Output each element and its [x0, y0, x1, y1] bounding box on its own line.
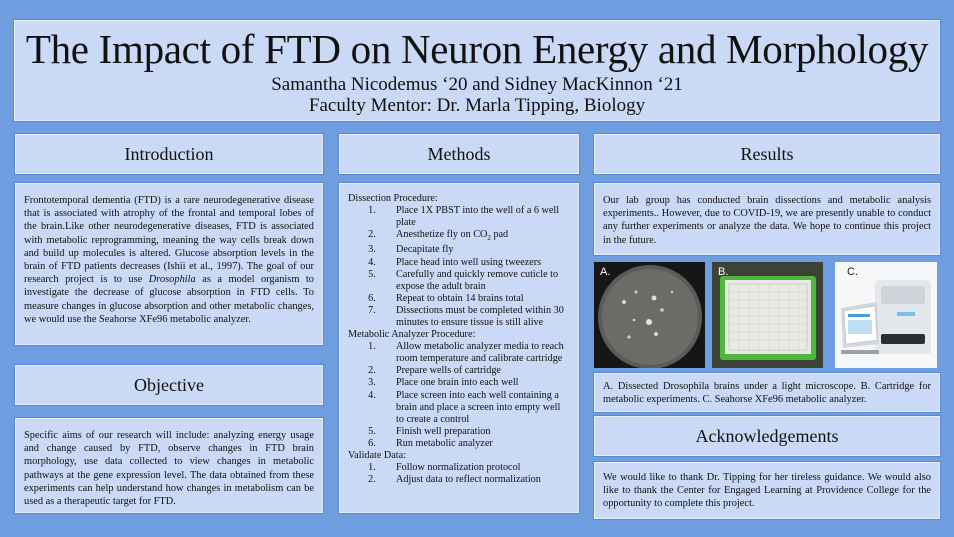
list-item — [348, 244, 570, 256]
acknowledgements-heading — [594, 416, 940, 456]
figure-label-a: A. — [600, 266, 611, 278]
step-number: 5. — [368, 268, 376, 280]
step-text: Adjust data to reflect normalization — [396, 474, 541, 486]
step-number: 3. — [368, 244, 376, 256]
acknowledgements-text — [594, 462, 940, 519]
acknowledgements-heading-text: Acknowledgements — [695, 425, 839, 446]
step-number: 2. — [368, 474, 376, 486]
list-item — [348, 293, 570, 305]
step-text: Carefully and quickly remove cuticle to expose the adult brain — [396, 268, 559, 292]
figure-label-b: B. — [718, 266, 729, 278]
results-heading-text: Results — [740, 143, 794, 164]
step-text: Place 1X PBST into the well of a 6 well plate — [396, 205, 560, 229]
objective-body: Specific aims of our research will include: analyzing energy usage and change caused by FTD, observe changes in FTD brain morphology, use data collected to view changes in metabolic pathways at the gene expression level. The data obtained from these experiments can help understand how changes in metabolism can be used as a therapeutic target for FTD. — [24, 430, 314, 508]
step-number: 3. — [368, 377, 376, 389]
poster-mentor: Faculty Mentor: Dr. Marla Tipping, Biology — [308, 95, 646, 116]
step-text: Place one brain into each well — [396, 377, 519, 389]
poster-title: The Impact of FTD on Neuron Energy and Morphology — [25, 26, 929, 72]
step-number: 7. — [368, 304, 376, 316]
step-number: 1. — [368, 205, 376, 217]
step-text: Finish well preparation — [396, 425, 491, 437]
step-text-b: pad — [490, 229, 509, 241]
results-heading — [594, 134, 940, 174]
step-text: Run metabolic analyzer — [396, 437, 493, 449]
list-item — [348, 390, 570, 426]
list-item — [348, 438, 570, 450]
microscope-view-icon — [594, 262, 705, 368]
cartridge-plate-image — [712, 262, 823, 368]
dissection-steps — [348, 205, 570, 329]
figure-caption — [594, 373, 940, 412]
step-number: 2. — [368, 229, 376, 241]
introduction-text-b: as a model organism to investigate the decrease of glucose absorption in FTD cells. To measure changes in glucose absorption and other metabolic changes, we would use the Seahorse XFe96 metabolic analyzer. — [24, 274, 315, 325]
step-text: Repeat to obtain 14 brains total — [396, 292, 524, 304]
objective-heading — [15, 365, 323, 405]
step-number: 6. — [368, 437, 376, 449]
results-body: Our lab group has conducted brain dissections and metabolic analysis experiments.. However, due to COVID-19, we are presently unable to conduct any further experiments or analyze the data. We hope to continue this project in the future. — [603, 195, 931, 246]
methods-heading-text: Methods — [427, 143, 491, 164]
introduction-heading-text: Introduction — [124, 143, 214, 164]
introduction-text-a: Frontotemporal dementia (FTD) is a rare neurodegenerative disease that is associated with atrophy of the frontal and temporal lobes of the brain.Like other neurodegenerative diseases, FTD is associated with metabolic reprogramming, meaning the way cells break down and build up molecules is altered. Glucose absorption levels in the brain of FTD patients decreases (Ishii et al., 1997). The goal of our research project is to use — [24, 195, 314, 286]
objective-heading-text: Objective — [134, 374, 204, 395]
step-number: 2. — [368, 365, 376, 377]
list-item — [348, 229, 570, 244]
results-text — [594, 183, 940, 255]
step-text: Place head into well using tweezers — [396, 256, 542, 268]
list-item — [348, 462, 570, 474]
cartridge-icon — [712, 262, 823, 368]
step-text: Allow metabolic analyzer media to reach room temperature and calibrate cartridge — [396, 341, 564, 365]
analyzer-steps — [348, 341, 570, 450]
analyzer-label: Metabolic Analyzer Procedure: — [348, 329, 476, 341]
figure-label-c: C. — [847, 266, 858, 278]
step-text: Decapitate fly — [396, 244, 454, 256]
validate-label: Validate Data: — [348, 450, 406, 461]
list-item — [348, 365, 570, 377]
poster-authors: Samantha Nicodemus ‘20 and Sidney MacKinnon ‘21 — [271, 74, 683, 95]
validate-steps — [348, 462, 570, 486]
dissection-label: Dissection Procedure: — [348, 193, 438, 204]
step-text: Prepare wells of cartridge — [396, 365, 501, 377]
seahorse-analyzer-image — [835, 262, 937, 368]
list-item — [348, 474, 570, 486]
step-number: 1. — [368, 462, 376, 474]
introduction-heading — [15, 134, 323, 174]
list-item — [348, 269, 570, 293]
methods-text — [339, 183, 579, 513]
step-text: Follow normalization protocol — [396, 462, 521, 474]
step-number: 5. — [368, 425, 376, 437]
list-item — [348, 377, 570, 389]
list-item — [348, 305, 570, 329]
step-number: 1. — [368, 341, 376, 353]
list-item — [348, 426, 570, 438]
list-item — [348, 257, 570, 269]
methods-heading — [339, 134, 579, 174]
step-text: Dissections must be completed within 30 minutes to ensure tissue is still alive — [396, 304, 564, 328]
introduction-text-italic: Drosophila — [148, 274, 196, 286]
step-text — [396, 229, 570, 244]
list-item — [348, 205, 570, 229]
microscope-brains-image — [594, 262, 705, 368]
step-number: 6. — [368, 292, 376, 304]
figure-caption-text: A. Dissected Drosophila brains under a light microscope. B. Cartridge for metabolic experiments. C. Seahorse XFe96 metabolic analyzer. — [603, 381, 931, 406]
introduction-text — [15, 183, 323, 345]
step-text-a: Anesthetize fly on CO — [396, 229, 488, 241]
title-banner — [14, 20, 940, 121]
list-item — [348, 341, 570, 365]
step-subscript: 2 — [487, 234, 491, 243]
step-number: 4. — [368, 256, 376, 268]
step-text: Place screen into each well containing a brain and place a screen into empty well to create a control — [396, 389, 561, 425]
step-number: 4. — [368, 389, 376, 401]
acknowledgements-body: We would like to thank Dr. Tipping for her tireless guidance. We would also like to thank the Center for Engaged Learning at Providence College for the opportunity to complete this project. — [603, 472, 931, 510]
objective-text — [15, 418, 323, 513]
